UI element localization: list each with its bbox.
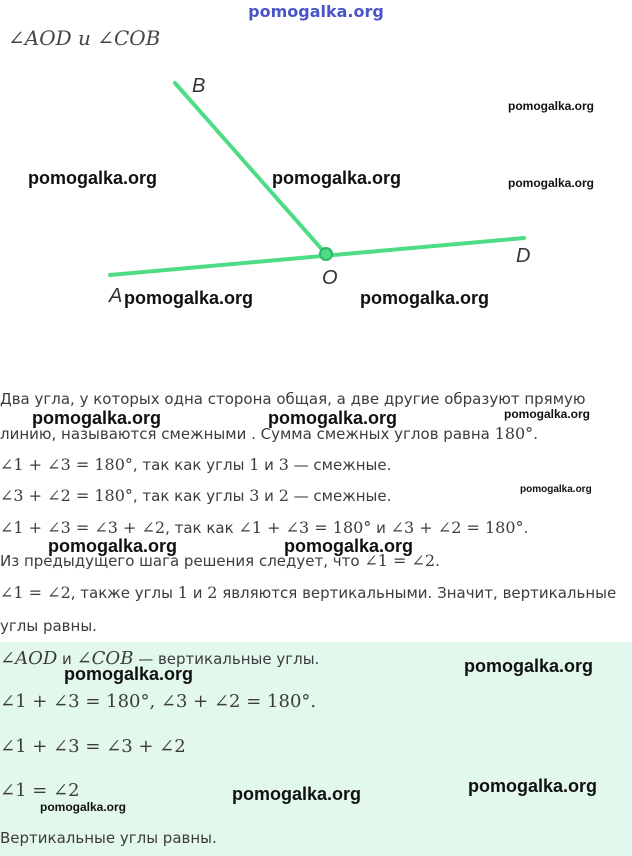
equation-line-3: [0, 518, 528, 537]
math-expression: ∠1 = ∠2: [364, 551, 436, 570]
text-run: — вертикальные углы.: [133, 650, 320, 668]
math-expression: ∠1 + ∠3 = 180°: [238, 518, 372, 537]
summary-line-5: Вертикальные углы равны.: [0, 829, 217, 847]
math-expression: ∠1 + ∠3 = 180°: [0, 455, 133, 474]
cut-off-formula: ∠AOD и ∠COB: [8, 26, 161, 50]
text-run: линию, называются смежными . Сумма смежных углов равна: [0, 425, 495, 443]
text-run: .: [533, 425, 538, 443]
summary-line-4: [0, 780, 80, 801]
math-expression: ∠1 = ∠2: [0, 583, 71, 602]
summary-line-2: [0, 691, 316, 712]
text-run: и: [259, 487, 279, 505]
text-run: и: [371, 519, 391, 537]
vertex-o-point: [320, 248, 332, 260]
label-d: D: [516, 245, 531, 267]
math-expression: ∠1 + ∠3 = ∠3 + ∠2: [0, 518, 166, 537]
watermark: pomogalka.org: [520, 484, 592, 495]
math-angle-cob: ∠COB: [76, 648, 134, 669]
math-expression: ∠1 + ∠3 = 180°, ∠3 + ∠2 = 180°.: [0, 691, 317, 712]
watermark: pomogalka.org: [360, 288, 490, 308]
watermark: pomogalka.org: [508, 176, 595, 190]
text-run: — смежные.: [288, 456, 392, 474]
math-number: 3: [249, 486, 260, 505]
text-run: и: [57, 650, 77, 668]
label-a: A: [109, 285, 123, 307]
watermark: pomogalka.org: [64, 664, 194, 684]
watermark: pomogalka.org: [508, 99, 595, 113]
watermark: pomogalka.org: [40, 800, 127, 814]
math-number: 1: [249, 455, 260, 474]
label-b: B: [192, 75, 206, 97]
text-run: являются вертикальными. Значит, вертикальные: [217, 584, 617, 602]
equation-line-2: [0, 486, 391, 505]
watermark: pomogalka.org: [28, 168, 158, 188]
label-o: O: [322, 267, 338, 289]
math-number: 3: [278, 455, 289, 474]
math-180: 180°: [494, 424, 534, 443]
text-run: и: [259, 456, 279, 474]
top-watermark: pomogalka.org: [248, 2, 384, 21]
math-expression: ∠3 + ∠2 = 180°: [0, 486, 133, 505]
vertical-angles-line-1: [0, 583, 616, 602]
math-expression: ∠1 + ∠3 = ∠3 + ∠2: [0, 736, 186, 757]
watermark: pomogalka.org: [272, 168, 402, 188]
summary-line-3: [0, 736, 186, 757]
text-run: — смежные.: [288, 487, 392, 505]
math-number: 2: [207, 583, 218, 602]
watermark: pomogalka.org: [232, 784, 362, 804]
text-run: , так как углы: [132, 487, 250, 505]
text-run: Из предыдущего шага решения следует, что: [0, 552, 365, 570]
watermark: pomogalka.org: [268, 408, 398, 428]
text-run: .: [435, 552, 440, 570]
text-run: и: [187, 584, 208, 602]
text-run: , так как: [165, 519, 239, 537]
math-number: 2: [278, 486, 289, 505]
watermark: pomogalka.org: [468, 776, 598, 796]
math-expression: ∠1 = ∠2: [0, 780, 80, 801]
text-run: , также углы: [70, 584, 178, 602]
math-expression: ∠3 + ∠2 = 180°: [390, 518, 524, 537]
math-number: 1: [177, 583, 188, 602]
watermark: pomogalka.org: [32, 408, 162, 428]
watermark: pomogalka.org: [124, 288, 254, 308]
watermark: pomogalka.org: [504, 407, 591, 421]
vertical-angles-line-2: углы равны.: [0, 617, 97, 635]
equation-line-1: [0, 455, 391, 474]
watermark: pomogalka.org: [464, 656, 594, 676]
text-run: , так как углы: [132, 456, 250, 474]
watermark: pomogalka.org: [48, 536, 178, 556]
watermark: pomogalka.org: [284, 536, 414, 556]
text-run: .: [523, 519, 529, 537]
math-angle-aod: ∠AOD: [0, 648, 58, 669]
paragraph-line-1: Два угла, у которых одна сторона общая, а две другие образуют прямую: [0, 390, 586, 408]
